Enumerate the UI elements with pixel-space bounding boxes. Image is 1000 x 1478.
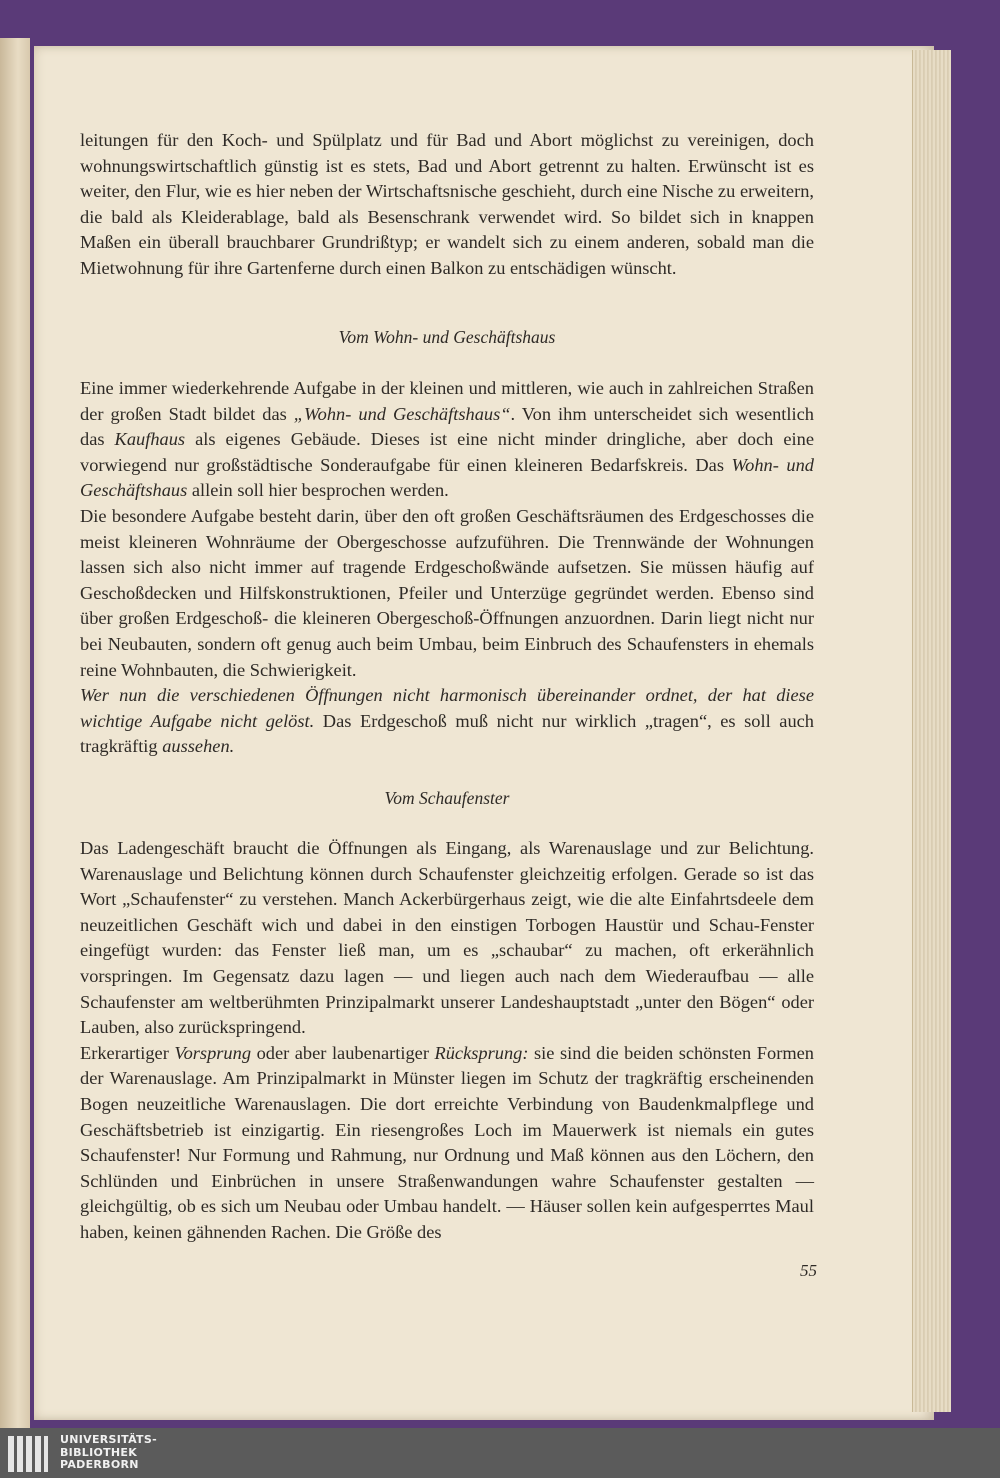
paragraph-2-part4: allein soll hier besprochen werden. — [187, 480, 449, 501]
paragraph-2-em3: Wohn- und Geschäftshaus — [80, 454, 814, 501]
paragraph-2-part1: Eine immer wiederkehrende Aufgabe in der kleinen und mittleren, wie auch in zahlreichen Straßen der großen Stadt bildet das — [80, 378, 814, 424]
paragraph-2 — [80, 376, 814, 504]
paragraph-4 — [80, 683, 814, 760]
library-name — [60, 1434, 157, 1472]
paragraph-4-em1: Wer nun die verschiedenen Öffnungen nicht harmonisch übereinander ordnet, der hat diese wichtige Aufgabe nicht gelöst. — [80, 685, 814, 731]
paragraph-6-em1: Vorsprung — [174, 1042, 252, 1063]
paragraph-5: Das Ladengeschäft braucht die Öffnungen als Eingang, als Warenauslage und zur Belichtung. Warenauslage und Belichtung können durch Schaufenster gleichzeitig erfolgen. Gerade so ist das Wort „Schaufenster“ zu verstehen. Manch Ackerbürgerhaus zeigt, wie die alte Einfahrtsdeele dem neuzeitlichen Geschäft wich und dabei in den einstigen Torbogen Haustür und Schau-Fenster eingefügt wurden: das Fenster ließ man, um es „schaubar“ zu machen, oft erkerähnlich vorspringen. Im Gegensatz dazu lagen — und liegen auch nach dem Wiederaufbau — alle Schaufenster am weltberühmten Prinzipalmarkt unserer Landeshauptstadt „unter den Bögen“ oder Lauben, also zurückspringend. — [80, 838, 814, 1038]
paragraph-2-part3: als eigenes Gebäude. Dieses ist eine nicht minder dringliche, aber doch eine vorwiegend nur großstädtische Sonderaufgabe für einen kleineren Bedarfskreis. Das — [80, 429, 814, 475]
text-block-2 — [80, 376, 814, 760]
library-footer-bar — [0, 1428, 1000, 1478]
paragraph-1: leitungen für den Koch- und Spülplatz und für Bad und Abort möglichst zu vereinigen, doch wohnungswirtschaftlich günstig ist es stets, Bad und Abort getrennt zu halten. Erwünscht ist es weiter, den Flur, wie es hier neben der Wirtschaftsnische geschieht, durch eine Nische zu erweitern, die bald als Kleiderablage, bald als Besenschrank verwendet wird. So bildet sich in knappen Maßen ein überall brauchbarer Grundrißtyp; er wandelt sich zu einem anderen, sobald man die Mietwohnung für ihre Gartenferne durch einen Balkon zu entschädigen wünscht. — [80, 130, 814, 278]
library-logo-icon — [6, 1434, 50, 1474]
text-block-1 — [80, 128, 814, 282]
paragraph-3: Die besondere Aufgabe besteht darin, über den oft großen Geschäftsräumen des Erdgeschosses die meist kleineren Wohnräume der Obergeschosse aufzuführen. Die Trennwände der Wohnungen lassen sich also nicht immer auf tragende Erdgeschoßwände aufsetzen. Sie müssen häufig auf Geschoßdecken und Hilfskonstruktionen, Pfeiler und Unterzüge gegründet werden. Ebenso sind über großen Erdgeschoß- die kleineren Obergeschoß-Öffnungen anzuordnen. Darin liegt nicht nur bei Neubauten, sondern oft genug auch beim Umbau, beim Einbruch des Schaufensters in ehemals reine Wohnbauten, die Schwierigkeit. — [80, 505, 814, 680]
paragraph-6 — [80, 1041, 814, 1246]
paragraph-6-part1: Erkerartiger — [80, 1042, 175, 1063]
library-name-line-1: UNIVERSITÄTS- — [60, 1433, 157, 1446]
left-page-edge — [0, 38, 30, 1428]
paragraph-4-em2: aussehen. — [162, 736, 235, 757]
paragraph-2-em2: Kaufhaus — [114, 429, 186, 450]
page-number: 55 — [800, 1261, 817, 1280]
library-name-line-3: PADERBORN — [60, 1458, 139, 1471]
paragraph-6-em2: Rücksprung: — [434, 1042, 529, 1063]
section-heading-wohn-geschaeftshaus: Vom Wohn- und Geschäftshaus — [338, 327, 556, 347]
paragraph-6-part2: oder aber laubenartiger — [251, 1042, 435, 1063]
page-stack-edge — [912, 50, 951, 1412]
text-block-3 — [80, 836, 814, 1246]
paragraph-2-em1: „Wohn- und Geschäftshaus“ — [293, 403, 511, 424]
section-heading-schaufenster: Vom Schaufenster — [384, 788, 510, 808]
paragraph-2-part2: . Von ihm unterscheidet sich wesentlich das — [80, 403, 814, 450]
paragraph-6-part3: sie sind die beiden schönsten Formen der Warenauslage. Am Prinzipalmarkt in Münster liegen im Schutz der tragkräftig erscheinenden Bogen neuzeitliche Warenauslagen. Die dort erreichte Verbindung von Baudenkmalpflege und Geschäftsbetrieb ist einzigartig. Ein riesengroßes Loch im Mauerwerk ist niemals ein gutes Schaufenster! Nur Formung und Rahmung, nur Ordnung und Maß können aus den Löchern, den Schlünden und Einbrüchen in unsere Straßenwandungen wahre Schaufenster gestalten — gleichgültig, ob es sich um Neubau oder Umbau handelt. — Häuser sollen kein aufgesperrtes Maul haben, keinen gähnenden Rachen. Die Größe des — [80, 1042, 814, 1242]
library-name-line-2: BIBLIOTHEK — [60, 1445, 138, 1459]
paragraph-4-part1: Das Erdgeschoß muß nicht nur wirklich „tragen“, es soll auch tragkräftig — [80, 710, 814, 757]
